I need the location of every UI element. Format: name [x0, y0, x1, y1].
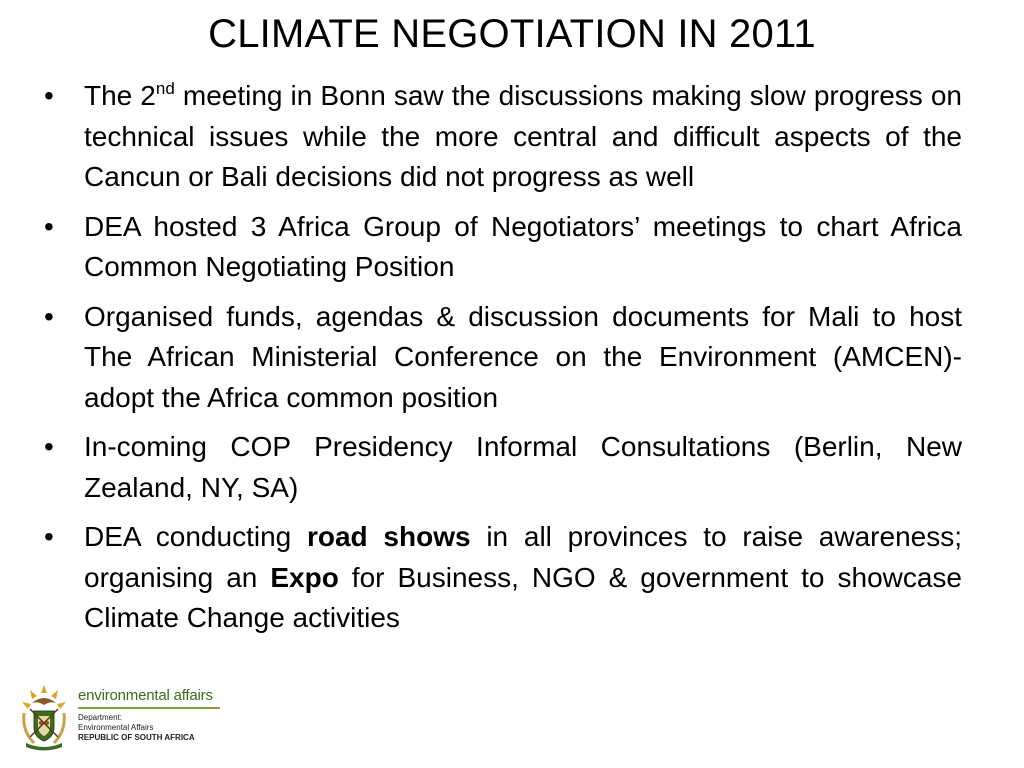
bullet-icon: •: [44, 210, 54, 242]
emphasis-road-shows: road shows: [306, 521, 471, 552]
bullet-text-start: The 2: [84, 80, 156, 111]
department-logo: [18, 683, 224, 753]
slide-title: CLIMATE NEGOTIATION IN 2011: [208, 12, 816, 56]
bullet-icon: •: [44, 521, 54, 552]
bullet-item-bonn-meeting: [44, 76, 962, 198]
bullet-text: in all provinces to raise awareness; organising an: [84, 521, 962, 593]
bullet-item-africa-group: [44, 207, 962, 288]
bullet-text: DEA conducting: [84, 521, 307, 552]
logo-department-label: Department:: [78, 713, 123, 722]
bullet-text: Organised funds, agendas & discussion documents for Mali to host The African Ministerial Conference on the Environment (AMCEN)- adopt the Africa common position: [84, 300, 962, 413]
bullet-icon: •: [44, 300, 54, 332]
bullet-icon: •: [44, 431, 54, 462]
bullet-text-rest: meeting in Bonn saw the discussions making slow progress on technical issues while the more central and difficult aspects of the Cancun or Bali decisions did not progress as well: [84, 80, 962, 192]
logo-country: REPUBLIC OF SOUTH AFRICA: [78, 733, 195, 742]
coat-of-arms-icon: [18, 683, 70, 751]
bullet-item-cop-consultations: [44, 427, 962, 508]
ordinal-superscript: nd: [155, 79, 175, 98]
bullet-text: for Business, NGO & government to showcase Climate Change activities: [84, 561, 963, 633]
bullet-icon: •: [44, 80, 54, 111]
bullet-text: DEA hosted 3 Africa Group of Negotiators’ meetings to chart Africa Common Negotiating Position: [84, 210, 962, 282]
bullet-item-amcen: [44, 297, 962, 419]
logo-department-name: Environmental Affairs: [78, 723, 154, 732]
emphasis-expo: Expo: [270, 561, 339, 593]
bullet-list: [44, 76, 962, 648]
logo-divider: [78, 707, 220, 709]
bullet-item-road-shows: [44, 517, 962, 639]
bullet-text: In-coming COP Presidency Informal Consultations (Berlin, New Zealand, NY, SA): [84, 431, 962, 503]
logo-name: environmental affairs: [78, 687, 213, 704]
